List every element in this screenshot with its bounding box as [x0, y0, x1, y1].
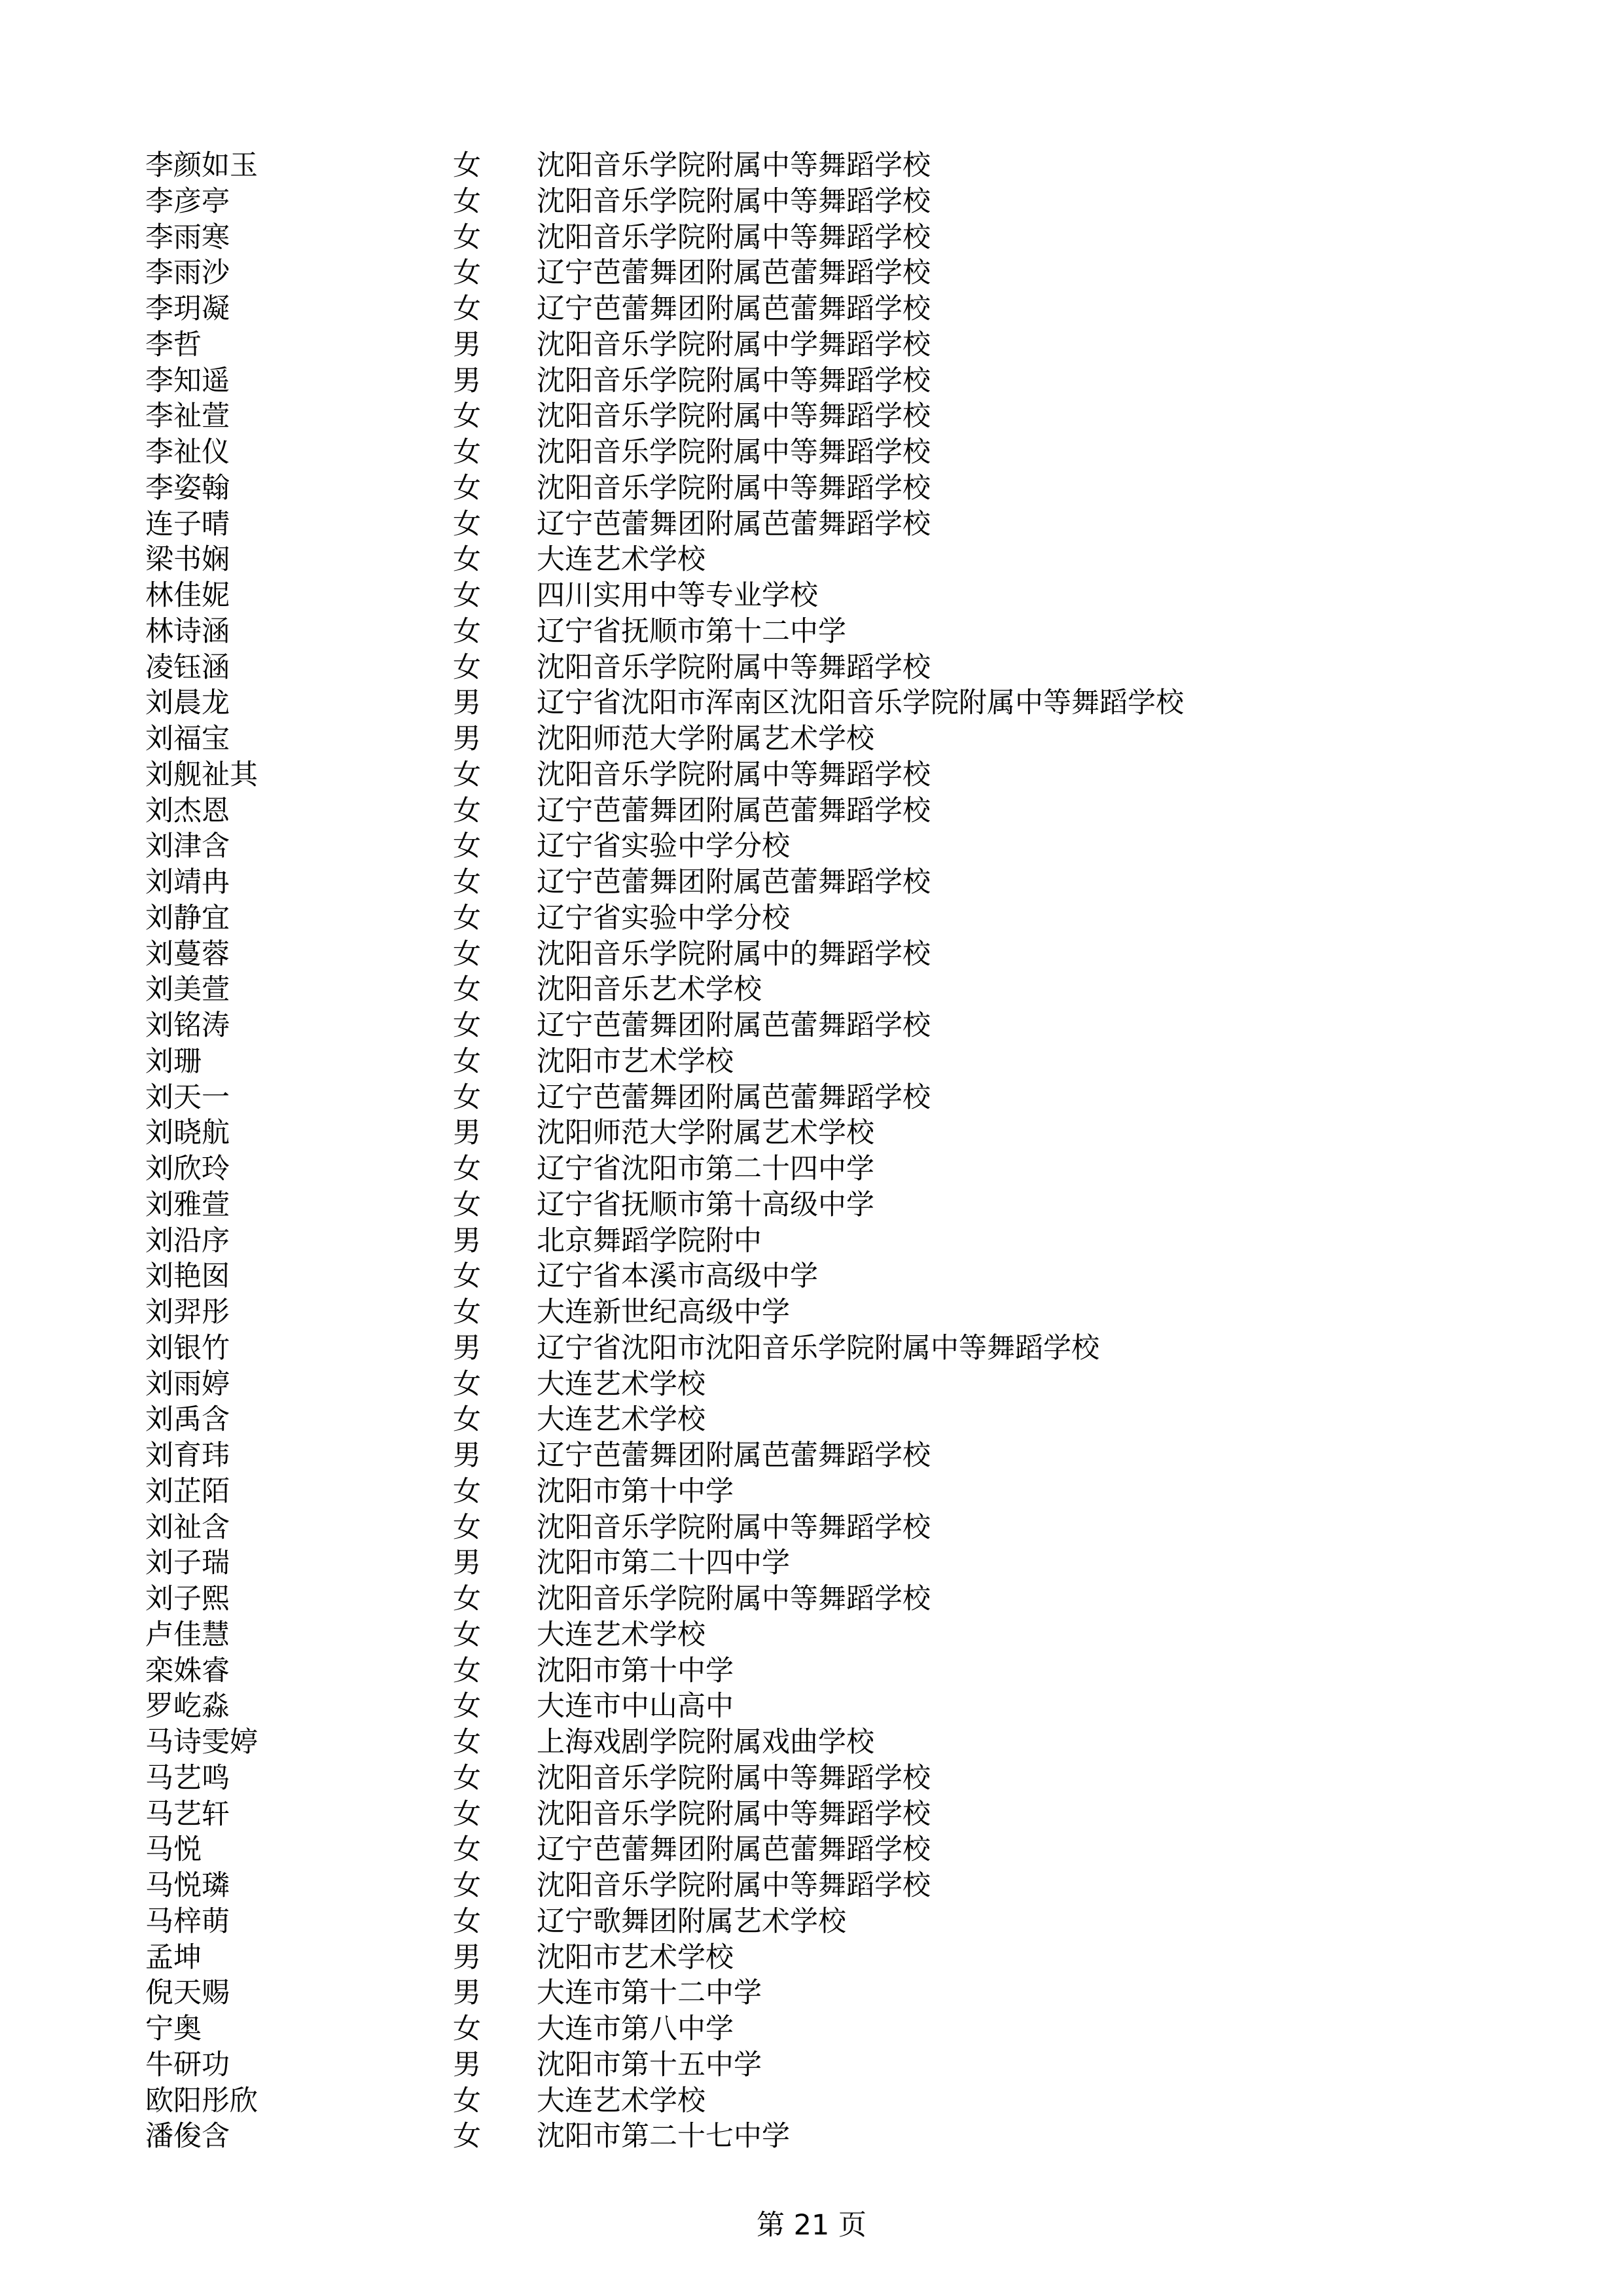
student-gender: 女: [453, 436, 481, 469]
student-school: 辽宁芭蕾舞团附属芭蕾舞蹈学校: [537, 866, 931, 899]
student-gender: 女: [453, 615, 481, 648]
student-school: 沈阳师范大学附属艺术学校: [537, 1117, 874, 1150]
list-item: [145, 937, 1520, 973]
student-name: 宁奥: [145, 2013, 202, 2045]
student-gender: 女: [453, 149, 481, 182]
student-name: 刘艳囡: [145, 1260, 230, 1293]
student-name: 刘静宜: [145, 901, 230, 935]
student-name: 刘子瑞: [145, 1547, 230, 1580]
student-school: 沈阳音乐学院附属中等舞蹈学校: [537, 758, 931, 791]
student-school: 沈阳音乐学院附属中等舞蹈学校: [537, 1511, 931, 1544]
student-name: 李姿翰: [145, 471, 230, 505]
student-gender: 女: [453, 221, 481, 254]
list-item: [145, 865, 1520, 901]
student-school: 大连市第十二中学: [537, 1977, 762, 2010]
student-name: 马艺鸣: [145, 1761, 230, 1795]
student-name: 刘祉含: [145, 1511, 230, 1544]
student-school: 辽宁芭蕾舞团附属芭蕾舞蹈学校: [537, 257, 931, 290]
student-gender: 女: [453, 2013, 481, 2045]
student-school: 沈阳音乐学院附属中等舞蹈学校: [537, 400, 931, 433]
student-name: 刘蔓蓉: [145, 937, 230, 971]
student-school: 沈阳音乐学院附属中等舞蹈学校: [537, 436, 931, 469]
student-name: 刘美萱: [145, 973, 230, 1007]
student-name: 刘沿序: [145, 1224, 230, 1257]
list-item: [145, 1151, 1520, 1187]
list-item: [145, 363, 1520, 399]
list-item: [145, 614, 1520, 650]
list-item: [145, 793, 1520, 829]
student-name: 刘雨婷: [145, 1367, 230, 1401]
list-item: [145, 1689, 1520, 1725]
student-gender: 女: [453, 543, 481, 577]
student-gender: 女: [453, 471, 481, 505]
student-gender: 男: [453, 364, 481, 397]
student-name: 马梓萌: [145, 1905, 230, 1938]
list-item: [145, 1044, 1520, 1080]
student-name: 刘福宝: [145, 723, 230, 755]
student-school: 大连艺术学校: [537, 1618, 705, 1651]
student-school: 辽宁芭蕾舞团附属芭蕾舞蹈学校: [537, 507, 931, 541]
student-gender: 女: [453, 901, 481, 935]
student-name: 林佳妮: [145, 579, 230, 612]
student-name: 李知遥: [145, 364, 230, 397]
student-name: 潘俊含: [145, 2120, 230, 2153]
student-school: 辽宁芭蕾舞团附属芭蕾舞蹈学校: [537, 794, 931, 827]
list-item: [145, 399, 1520, 435]
student-school: 大连新世纪高级中学: [537, 1296, 790, 1329]
student-school: 沈阳市艺术学校: [537, 1941, 734, 1974]
student-school: 沈阳市第十中学: [537, 1654, 734, 1687]
list-item: [145, 757, 1520, 793]
student-school: 辽宁省实验中学分校: [537, 830, 790, 863]
student-name: 连子晴: [145, 507, 230, 541]
student-name: 刘子熙: [145, 1583, 230, 1615]
student-name: 李祉仪: [145, 436, 230, 469]
list-item: [145, 1474, 1520, 1510]
list-item: [145, 1545, 1520, 1581]
student-name: 马悦璘: [145, 1869, 230, 1902]
list-item: [145, 721, 1520, 757]
student-gender: 女: [453, 2120, 481, 2153]
list-item: [145, 1617, 1520, 1653]
list-item: [145, 829, 1520, 865]
student-name: 刘欣玲: [145, 1153, 230, 1185]
list-item: [145, 1797, 1520, 1833]
student-school: 辽宁省实验中学分校: [537, 901, 790, 935]
student-school: 大连艺术学校: [537, 1367, 705, 1401]
student-name: 栾姝睿: [145, 1654, 230, 1687]
student-gender: 男: [453, 1941, 481, 1974]
student-gender: 男: [453, 2048, 481, 2081]
list-item: [145, 1653, 1520, 1689]
list-item: [145, 1581, 1520, 1617]
student-gender: 女: [453, 1833, 481, 1867]
student-name: 李玥凝: [145, 293, 230, 325]
student-gender: 女: [453, 1153, 481, 1185]
student-school: 沈阳音乐学院附属中等舞蹈学校: [537, 1583, 931, 1615]
list-item: [145, 1223, 1520, 1259]
student-gender: 男: [453, 1547, 481, 1580]
student-gender: 女: [453, 1726, 481, 1759]
student-school: 北京舞蹈学院附中: [537, 1224, 762, 1257]
list-item: [145, 972, 1520, 1008]
student-school: 沈阳音乐学院附属中等舞蹈学校: [537, 185, 931, 218]
student-name: 欧阳彤欣: [145, 2084, 258, 2117]
list-item: [145, 1008, 1520, 1044]
student-name: 李祉萱: [145, 400, 230, 433]
student-gender: 女: [453, 937, 481, 971]
student-school: 沈阳音乐学院附属中等舞蹈学校: [537, 1869, 931, 1902]
student-gender: 女: [453, 866, 481, 899]
student-list: [145, 148, 1520, 2155]
student-name: 刘晨龙: [145, 687, 230, 720]
student-name: 马悦: [145, 1833, 202, 1867]
student-gender: 女: [453, 293, 481, 325]
student-name: 刘雅萱: [145, 1188, 230, 1221]
student-school: 大连艺术学校: [537, 1403, 705, 1437]
student-school: 沈阳音乐学院附属中等舞蹈学校: [537, 1797, 931, 1831]
student-gender: 女: [453, 1761, 481, 1795]
list-item: [145, 901, 1520, 937]
student-gender: 女: [453, 1045, 481, 1078]
list-item: [145, 220, 1520, 256]
student-school: 沈阳音乐学院附属中等舞蹈学校: [537, 221, 931, 254]
student-school: 辽宁省沈阳市浑南区沈阳音乐学院附属中等舞蹈学校: [537, 687, 1184, 720]
student-name: 刘靖冉: [145, 866, 230, 899]
student-name: 马诗雯婷: [145, 1726, 258, 1759]
list-item: [145, 2011, 1520, 2047]
student-school: 大连市第八中学: [537, 2013, 734, 2045]
student-gender: 女: [453, 1475, 481, 1508]
student-name: 刘津含: [145, 830, 230, 863]
student-name: 刘芷陌: [145, 1475, 230, 1508]
student-school: 沈阳音乐学院附属中学舞蹈学校: [537, 328, 931, 361]
student-gender: 女: [453, 794, 481, 827]
list-item: [145, 1331, 1520, 1367]
list-item: [145, 184, 1520, 220]
list-item: [145, 148, 1520, 184]
student-gender: 女: [453, 651, 481, 684]
student-gender: 女: [453, 579, 481, 612]
student-gender: 女: [453, 185, 481, 218]
student-school: 上海戏剧学院附属戏曲学校: [537, 1726, 874, 1759]
student-name: 李彦亭: [145, 185, 230, 218]
student-name: 倪天赐: [145, 1977, 230, 2010]
student-gender: 女: [453, 1905, 481, 1938]
student-gender: 男: [453, 687, 481, 720]
student-name: 林诗涵: [145, 615, 230, 648]
list-item: [145, 685, 1520, 721]
student-name: 孟坤: [145, 1941, 202, 1974]
list-item: [145, 1725, 1520, 1761]
list-item: [145, 578, 1520, 614]
student-name: 牛研功: [145, 2048, 230, 2081]
student-gender: 女: [453, 1583, 481, 1615]
list-item: [145, 435, 1520, 471]
student-gender: 女: [453, 758, 481, 791]
student-name: 李雨沙: [145, 257, 230, 290]
list-item: [145, 1438, 1520, 1474]
list-item: [145, 1295, 1520, 1331]
student-school: 沈阳音乐学院附属中等舞蹈学校: [537, 651, 931, 684]
student-gender: 女: [453, 1869, 481, 1902]
student-gender: 女: [453, 1618, 481, 1651]
list-item: [145, 542, 1520, 578]
student-name: 刘羿彤: [145, 1296, 230, 1329]
student-name: 李哲: [145, 328, 202, 361]
student-school: 四川实用中等专业学校: [537, 579, 818, 612]
student-school: 辽宁芭蕾舞团附属芭蕾舞蹈学校: [537, 1009, 931, 1042]
student-name: 罗屹淼: [145, 1690, 230, 1723]
student-school: 沈阳市第十五中学: [537, 2048, 762, 2081]
student-school: 大连艺术学校: [537, 543, 705, 577]
list-item: [145, 2083, 1520, 2119]
list-item: [145, 1510, 1520, 1546]
student-name: 凌钰涵: [145, 651, 230, 684]
page-number: 第 21 页: [756, 2209, 867, 2242]
student-gender: 女: [453, 1403, 481, 1437]
student-gender: 女: [453, 1797, 481, 1831]
list-item: [145, 327, 1520, 363]
list-item: [145, 1904, 1520, 1940]
student-gender: 女: [453, 1081, 481, 1114]
student-school: 大连艺术学校: [537, 2084, 705, 2117]
student-school: 沈阳市第二十四中学: [537, 1547, 790, 1580]
student-school: 沈阳音乐学院附属中等舞蹈学校: [537, 149, 931, 182]
student-gender: 女: [453, 257, 481, 290]
list-item: [145, 1080, 1520, 1116]
student-name: 刘银竹: [145, 1331, 230, 1365]
student-school: 沈阳音乐学院附属中等舞蹈学校: [537, 471, 931, 505]
student-gender: 女: [453, 507, 481, 541]
student-gender: 男: [453, 1439, 481, 1472]
student-school: 辽宁省抚顺市第十二中学: [537, 615, 846, 648]
student-gender: 男: [453, 1331, 481, 1365]
student-name: 刘育玮: [145, 1439, 230, 1472]
list-item: [145, 1761, 1520, 1797]
student-school: 沈阳市艺术学校: [537, 1045, 734, 1078]
student-school: 辽宁省抚顺市第十高级中学: [537, 1188, 874, 1221]
list-item: [145, 1402, 1520, 1438]
student-school: 辽宁芭蕾舞团附属芭蕾舞蹈学校: [537, 1439, 931, 1472]
student-gender: 女: [453, 1260, 481, 1293]
list-item: [145, 471, 1520, 507]
student-name: 刘禹含: [145, 1403, 230, 1437]
student-name: 卢佳慧: [145, 1618, 230, 1651]
student-school: 辽宁芭蕾舞团附属芭蕾舞蹈学校: [537, 1081, 931, 1114]
student-gender: 女: [453, 1009, 481, 1042]
student-school: 辽宁省沈阳市第二十四中学: [537, 1153, 874, 1185]
student-gender: 女: [453, 973, 481, 1007]
student-school: 辽宁芭蕾舞团附属芭蕾舞蹈学校: [537, 293, 931, 325]
list-item: [145, 1832, 1520, 1868]
student-school: 沈阳音乐学院附属中等舞蹈学校: [537, 364, 931, 397]
student-name: 刘铭涛: [145, 1009, 230, 1042]
student-school: 沈阳音乐学院附属中的舞蹈学校: [537, 937, 931, 971]
student-school: 大连市中山高中: [537, 1690, 734, 1723]
list-item: [145, 1115, 1520, 1151]
student-gender: 男: [453, 1117, 481, 1150]
list-item: [145, 507, 1520, 543]
student-name: 李雨寒: [145, 221, 230, 254]
student-name: 刘杰恩: [145, 794, 230, 827]
student-gender: 女: [453, 1690, 481, 1723]
list-item: [145, 291, 1520, 327]
student-gender: 男: [453, 1224, 481, 1257]
student-gender: 女: [453, 400, 481, 433]
student-school: 辽宁芭蕾舞团附属芭蕾舞蹈学校: [537, 1833, 931, 1867]
list-item: [145, 1259, 1520, 1295]
student-gender: 女: [453, 1188, 481, 1221]
student-school: 辽宁省本溪市高级中学: [537, 1260, 818, 1293]
student-name: 刘晓航: [145, 1117, 230, 1150]
student-school: 沈阳音乐艺术学校: [537, 973, 762, 1007]
student-school: 沈阳市第二十七中学: [537, 2120, 790, 2153]
student-name: 马艺轩: [145, 1797, 230, 1831]
student-gender: 男: [453, 1977, 481, 2010]
student-school: 辽宁省沈阳市沈阳音乐学院附属中等舞蹈学校: [537, 1331, 1099, 1365]
student-school: 沈阳音乐学院附属中等舞蹈学校: [537, 1761, 931, 1795]
list-item: [145, 255, 1520, 291]
list-item: [145, 1940, 1520, 1976]
student-gender: 女: [453, 1367, 481, 1401]
list-item: [145, 1975, 1520, 2011]
student-gender: 女: [453, 1654, 481, 1687]
student-gender: 女: [453, 830, 481, 863]
list-item: [145, 1367, 1520, 1403]
student-gender: 女: [453, 1511, 481, 1544]
student-school: 沈阳师范大学附属艺术学校: [537, 723, 874, 755]
student-name: 刘珊: [145, 1045, 202, 1078]
student-school: 沈阳市第十中学: [537, 1475, 734, 1508]
student-name: 刘天一: [145, 1081, 230, 1114]
student-name: 梁书娴: [145, 543, 230, 577]
list-item: [145, 2047, 1520, 2083]
list-item: [145, 1187, 1520, 1223]
student-school: 辽宁歌舞团附属艺术学校: [537, 1905, 846, 1938]
list-item: [145, 2119, 1520, 2155]
list-item: [145, 1868, 1520, 1904]
student-gender: 男: [453, 723, 481, 755]
student-name: 刘舰祉其: [145, 758, 258, 791]
student-gender: 女: [453, 1296, 481, 1329]
student-name: 李颜如玉: [145, 149, 258, 182]
student-gender: 男: [453, 328, 481, 361]
student-gender: 女: [453, 2084, 481, 2117]
list-item: [145, 650, 1520, 686]
